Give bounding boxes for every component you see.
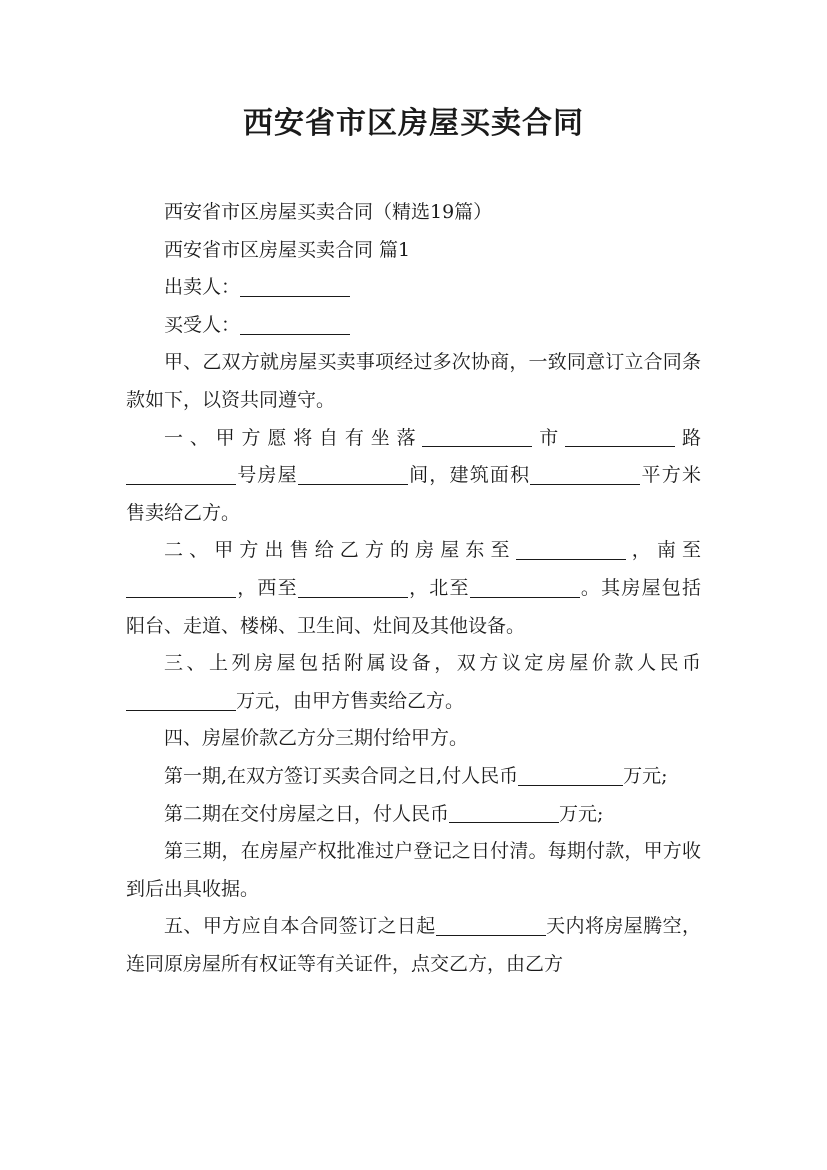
clause-2-text: ，南至: [625, 539, 701, 562]
east-blank: [516, 538, 626, 560]
clause-3-text: 万元，由甲方售卖给乙方。: [236, 689, 465, 712]
phase-3: 第三期，在房屋产权批准过户登记之日付清。每期付款，甲方收到后出具收据。: [126, 840, 701, 900]
clause-1-text: 平方米售卖给乙方。: [126, 464, 701, 524]
clause-4: 四、房屋价款乙方分三期付给甲方。: [164, 727, 469, 750]
clause-2-text: 二、甲方出售给乙方的房屋东至: [164, 539, 516, 562]
intro-paragraph: 甲、乙双方就房屋买卖事项经过多次协商，一致同意订立合同条款如下，以资共同遵守。: [126, 351, 701, 411]
seller-label: 出卖人：: [164, 276, 241, 299]
clause-2-text: ，北至: [407, 576, 470, 599]
clause-1-text: 路: [675, 426, 701, 449]
clause-2: [126, 532, 701, 645]
clause-2-text: ，西至: [236, 576, 298, 599]
phase-2-text: 第二期在交付房屋之日，付人民币: [164, 802, 450, 825]
days-blank: [436, 914, 546, 936]
clause-1: [126, 420, 701, 533]
seller-line: [126, 269, 701, 307]
document-body: [126, 194, 701, 983]
clause-1-text: 市: [532, 426, 566, 449]
seller-blank: [240, 275, 350, 297]
phase-1-text: 万元;: [623, 764, 668, 787]
road-blank: [126, 463, 236, 485]
phase-1-amount-blank: [518, 764, 623, 786]
clause-5-text: 五、甲方应自本合同签订之日起: [164, 915, 436, 938]
buyer-line: [126, 307, 701, 345]
clause-5: [126, 908, 701, 983]
north-blank: [470, 576, 580, 598]
clause-1-text: 间，建筑面积: [407, 464, 531, 487]
buyer-label: 买受人：: [164, 313, 241, 336]
phase-1: [126, 758, 701, 796]
south-blank: [126, 576, 236, 598]
clause-1-text: 一、甲方愿将自有坐落: [164, 426, 423, 449]
price-blank: [126, 689, 236, 711]
phase-2-text: 万元;: [559, 802, 604, 825]
location-blank: [422, 425, 532, 447]
clause-5-text: 天内将房屋腾空，连同原房屋所有权证等有关证件，点交乙方，由乙方: [126, 915, 701, 975]
buyer-blank: [240, 313, 350, 335]
clause-2-text: 。其房屋包括阳台、走道、楼梯、卫生间、灶间及其他设备。: [126, 576, 701, 637]
area-blank: [530, 463, 640, 485]
phase-2-amount-blank: [449, 801, 559, 823]
clause-3-text: 三、上列房屋包括附属设备，双方议定房屋价款人民币: [164, 652, 701, 675]
clause-3: [126, 645, 701, 720]
west-blank: [298, 576, 408, 598]
document-subtitle: 西安省市区房屋买卖合同（精选19篇）: [164, 201, 493, 223]
city-blank: [565, 425, 675, 447]
phase-1-text: 第一期,在双方签订买卖合同之日,付人民币: [164, 764, 519, 787]
clause-1-text: 号房屋: [236, 464, 298, 487]
section-heading: 西安省市区房屋买卖合同 篇1: [164, 238, 411, 261]
phase-2: [126, 796, 701, 834]
rooms-blank: [298, 463, 408, 485]
document-title: 西安省市区房屋买卖合同: [243, 106, 584, 141]
